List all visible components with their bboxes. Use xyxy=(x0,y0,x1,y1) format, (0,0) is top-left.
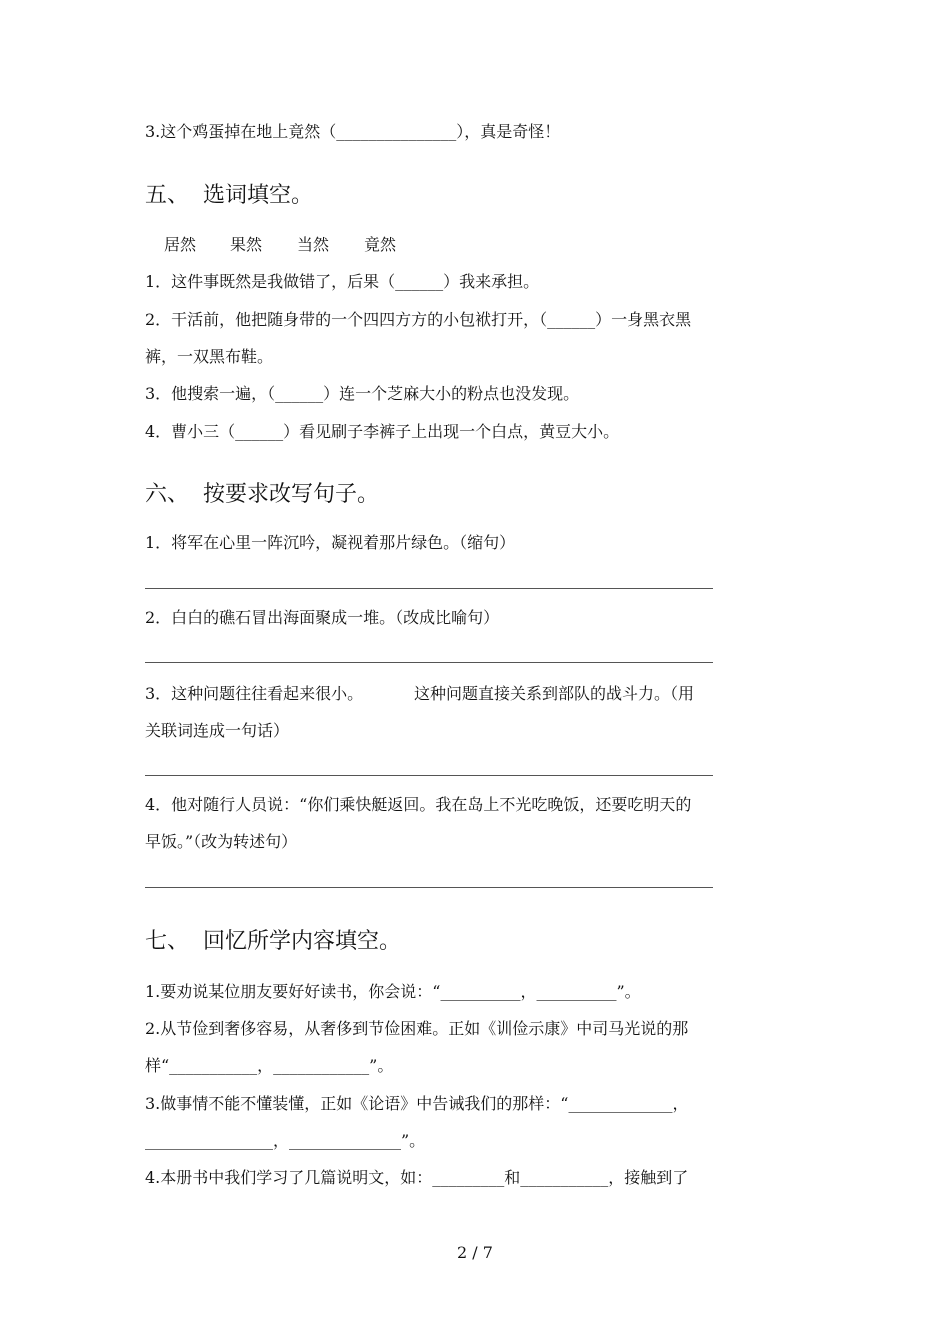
section-6-question-3: 3．这种问题往往看起来很小。 这种问题直接关系到部队的战斗力。（用 xyxy=(145,684,695,703)
page-number: 2 / 7 xyxy=(457,1243,493,1262)
section-5-line-1: 1．这件事既然是我做错了，后果（______）我来承担。 xyxy=(145,272,540,291)
section-7-line-4: 3.做事情不能不懂装懂，正如《论语》中告诫我们的那样：“_____________， xyxy=(145,1094,689,1113)
section-5-line-2: 2．干活前，他把随身带的一个四四方方的小包袱打开，（______）一身黑衣黑 xyxy=(145,310,692,329)
section-6-question-3-cont: 关联词连成一句话） xyxy=(145,721,290,740)
word-option: 果然 xyxy=(230,235,263,254)
word-option: 竟然 xyxy=(364,235,397,254)
answer-line xyxy=(145,662,713,663)
answer-line xyxy=(145,588,713,589)
section-6-question-4: 4．他对随行人员说：“你们乘快艇返回。我在岛上不光吃晚饭，还要吃明天的 xyxy=(145,795,692,814)
answer-line xyxy=(145,775,713,776)
section-5-line-4: 3．他搜索一遍，（______）连一个芝麻大小的粉点也没发现。 xyxy=(145,384,580,403)
section-7-line-6: 4.本册书中我们学习了几篇说明文，如：_________和___________，接触到了 xyxy=(145,1168,689,1187)
question-item-3: 3.这个鸡蛋掉在地上竟然（_______________），真是奇怪！ xyxy=(145,122,561,141)
section-6-question-1: 1．将军在心里一阵沉吟，凝视着那片绿色。（缩句） xyxy=(145,533,516,552)
section-7-heading: 七、 回忆所学内容填空。 xyxy=(145,929,401,954)
section-7-line-3: 样“___________，____________”。 xyxy=(145,1056,394,1075)
section-6-question-2: 2．白白的礁石冒出海面聚成一堆。（改成比喻句） xyxy=(145,608,500,627)
section-7-line-5: ________________，______________”。 xyxy=(145,1131,426,1150)
section-5-line-3: 裤，一双黑布鞋。 xyxy=(145,347,274,366)
word-option: 居然 xyxy=(164,235,197,254)
section-6-heading: 六、 按要求改写句子。 xyxy=(145,482,379,507)
section-7-line-1: 1.要劝说某位朋友要好好读书，你会说：“__________，__________”。 xyxy=(145,982,641,1001)
section-6-question-4-cont: 早饭。”（改为转述句） xyxy=(145,832,298,851)
section-5-heading: 五、 选词填空。 xyxy=(145,183,313,208)
section-7-line-2: 2.从节俭到奢侈容易，从奢侈到节俭困难。正如《训俭示康》中司马光说的那 xyxy=(145,1019,689,1038)
word-option: 当然 xyxy=(297,235,330,254)
section-5-line-5: 4．曹小三（______）看见刷子李裤子上出现一个白点，黄豆大小。 xyxy=(145,422,620,441)
answer-line xyxy=(145,887,713,888)
